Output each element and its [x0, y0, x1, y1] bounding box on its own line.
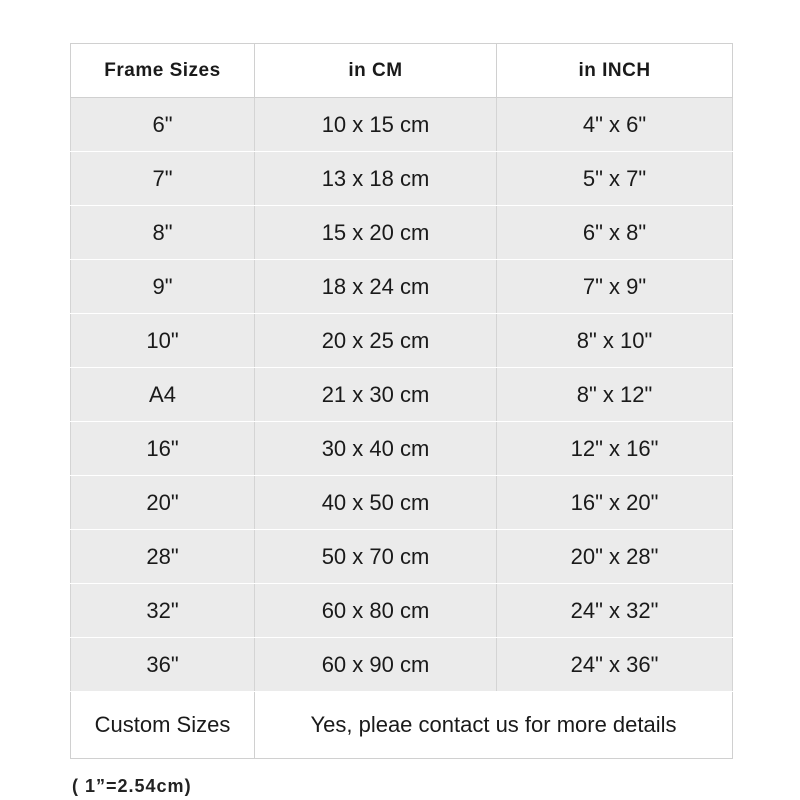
cell-inch: 8" x 12" [497, 368, 733, 422]
cell-frame-size: A4 [71, 368, 255, 422]
table-row [71, 206, 733, 260]
cell-frame-size: 7" [71, 152, 255, 206]
custom-sizes-note: Yes, pleae contact us for more details [255, 692, 733, 759]
table-header-row [71, 44, 733, 98]
custom-sizes-row [71, 692, 733, 759]
header-frame-sizes: Frame Sizes [71, 44, 255, 98]
cell-frame-size: 16" [71, 422, 255, 476]
cell-inch: 4" x 6" [497, 98, 733, 152]
table-row [71, 368, 733, 422]
cell-inch: 24" x 32" [497, 584, 733, 638]
cell-inch: 6" x 8" [497, 206, 733, 260]
cell-inch: 7" x 9" [497, 260, 733, 314]
header-in-cm: in CM [255, 44, 497, 98]
table-row [71, 98, 733, 152]
cell-cm: 40 x 50 cm [255, 476, 497, 530]
table-row [71, 530, 733, 584]
table-row [71, 476, 733, 530]
cell-cm: 15 x 20 cm [255, 206, 497, 260]
table-row [71, 584, 733, 638]
cell-frame-size: 8" [71, 206, 255, 260]
cell-inch: 5" x 7" [497, 152, 733, 206]
conversion-note: ( 1”=2.54cm) [72, 776, 192, 796]
frame-size-table [70, 43, 733, 759]
cell-cm: 60 x 80 cm [255, 584, 497, 638]
cell-cm: 10 x 15 cm [255, 98, 497, 152]
cell-frame-size: 6" [71, 98, 255, 152]
cell-frame-size: 28" [71, 530, 255, 584]
cell-cm: 20 x 25 cm [255, 314, 497, 368]
cell-inch: 16" x 20" [497, 476, 733, 530]
cell-cm: 30 x 40 cm [255, 422, 497, 476]
table-row [71, 638, 733, 692]
cell-inch: 24" x 36" [497, 638, 733, 692]
cell-inch: 12" x 16" [497, 422, 733, 476]
cell-frame-size: 9" [71, 260, 255, 314]
cell-cm: 18 x 24 cm [255, 260, 497, 314]
table-row [71, 260, 733, 314]
cell-cm: 60 x 90 cm [255, 638, 497, 692]
table-row [71, 152, 733, 206]
cell-frame-size: 36" [71, 638, 255, 692]
cell-frame-size: 32" [71, 584, 255, 638]
header-in-inch: in INCH [497, 44, 733, 98]
cell-cm: 13 x 18 cm [255, 152, 497, 206]
table-row [71, 422, 733, 476]
cell-cm: 50 x 70 cm [255, 530, 497, 584]
cell-cm: 21 x 30 cm [255, 368, 497, 422]
cell-frame-size: 10" [71, 314, 255, 368]
cell-inch: 20" x 28" [497, 530, 733, 584]
custom-sizes-label: Custom Sizes [71, 692, 255, 759]
table-row [71, 314, 733, 368]
cell-frame-size: 20" [71, 476, 255, 530]
cell-inch: 8" x 10" [497, 314, 733, 368]
